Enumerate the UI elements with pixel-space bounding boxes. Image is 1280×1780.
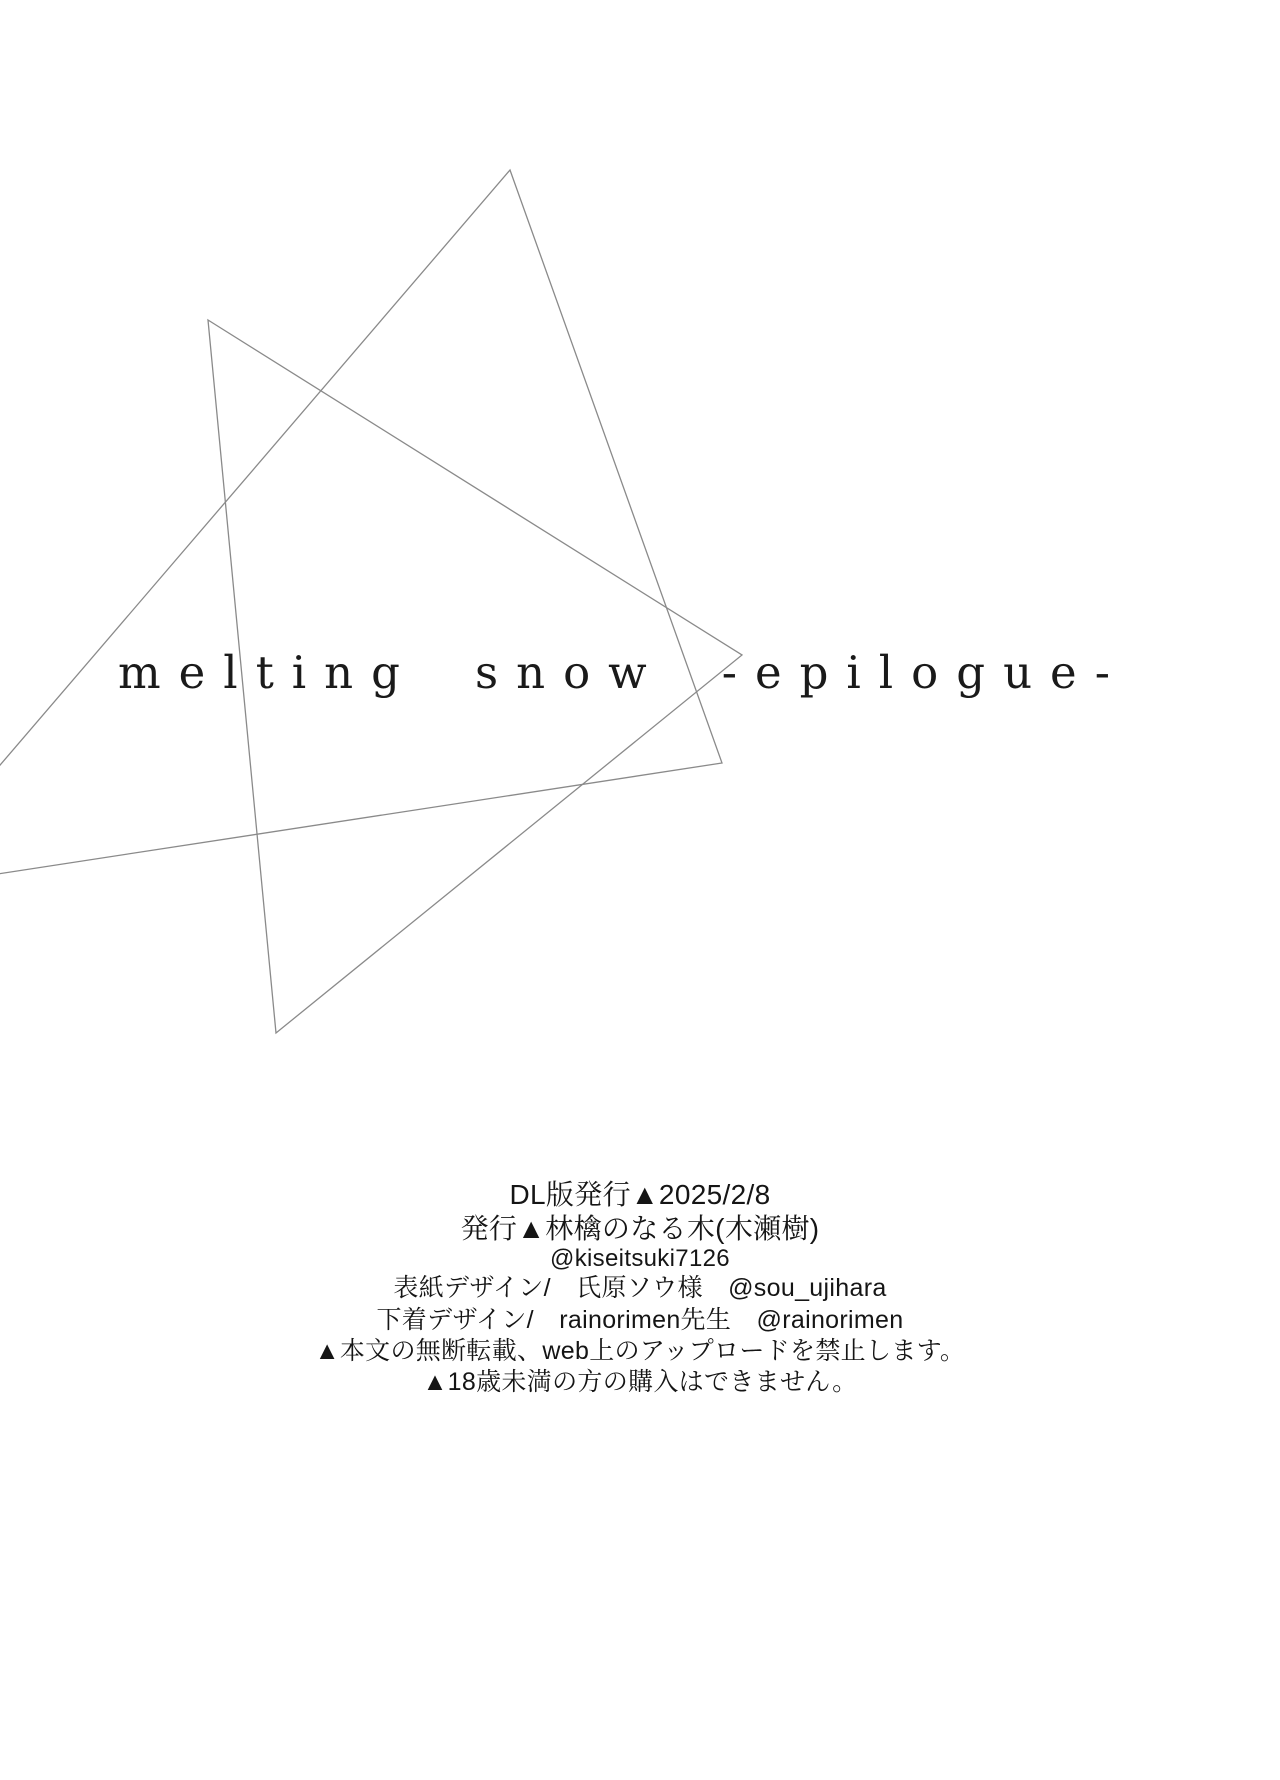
cover-design-credit: 表紙デザイン/ 氏原ソウ様 @sou_ujihara [393,1274,887,1302]
colophon-credits [0,1178,1280,1398]
book-title: melting snow -epilogue- [118,646,1128,699]
dl-edition-date: DL版発行▲2025/2/8 [509,1179,771,1210]
large-triangle-outline [0,170,722,890]
publisher-circle: 発行▲林檎のなる木(木瀬樹) [460,1213,820,1244]
no-reprint-notice: ▲本文の無断転載、web上のアップロードを禁止します。 [314,1337,966,1365]
age-restriction-notice: ▲18歳未満の方の購入はできません。 [422,1368,858,1396]
publisher-handle: @kiseitsuki7126 [550,1245,730,1272]
underwear-design-credit: 下着デザイン/ rainorimen先生 @rainorimen [376,1306,904,1334]
